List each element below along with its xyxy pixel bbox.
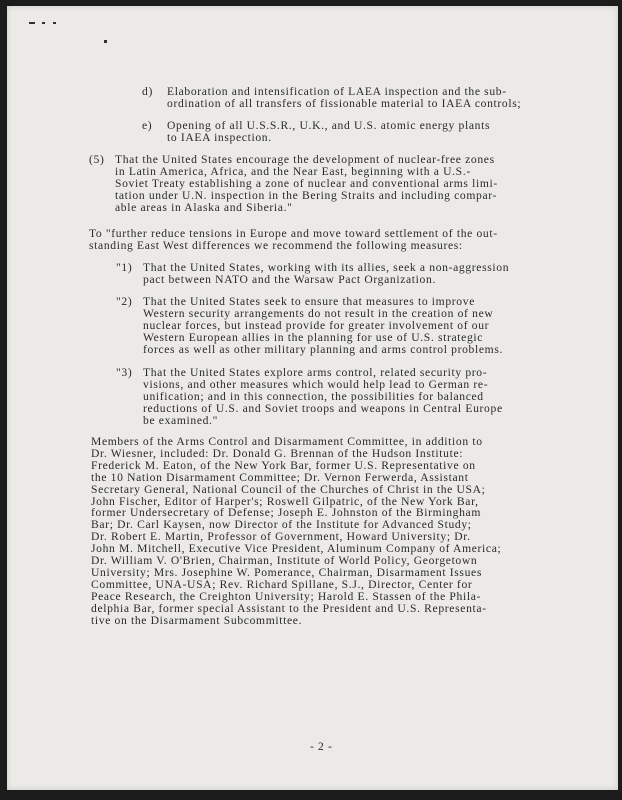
item-5-line: able areas in Alaska and Siberia.": [115, 201, 293, 214]
members-line: Dr. William V. O'Brien, Chairman, Institute of World Policy, Georgetown: [91, 554, 478, 567]
measure-3-line: reductions of U.S. and Soviet troops and weapons in Central Europe: [143, 402, 503, 415]
members-line: delphia Bar, former special Assistant to the President and U.S. Representa-: [91, 601, 487, 615]
measure-2-line: That the United States seek to ensure that measures to improve: [143, 295, 475, 308]
item-d-line: ordination of all transfers of fissionable material to IAEA controls;: [167, 97, 522, 110]
measure-1-line: pact between NATO and the Warsaw Pact Organization.: [143, 273, 436, 286]
measure-3-line: unification; and in this connection, the possibilities for balanced: [143, 390, 484, 403]
item-e-line: Opening of all U.S.S.R., U.K., and U.S. atomic energy plants: [167, 119, 491, 132]
item-d-line: Elaboration and intensification of LAEA inspection and the sub-: [167, 85, 507, 98]
intro-line: standing East West differences we recommend the following measures:: [89, 239, 463, 252]
members-line: Secretary General, National Council of the Churches of Christ in the USA;: [91, 482, 486, 496]
measure-1-label: "1): [116, 261, 133, 274]
members-line: the 10 Nation Disarmament Committee; Dr. Vernon Ferwerda, Assistant: [91, 470, 469, 484]
members-line: Committee, UNA-USA; Rev. Richard Spillane, S.J., Director, Center for: [91, 577, 473, 591]
scan-mark: [53, 22, 56, 24]
measure-2-line: forces as well as other military planning and arms control problems.: [143, 343, 504, 356]
item-5-label: (5): [89, 153, 105, 166]
members-line: Frederick M. Eaton, of the New York Bar, former U.S. Representative on: [91, 458, 476, 472]
members-line: Members of the Arms Control and Disarmament Committee, in addition to: [91, 435, 483, 448]
item-5-line: in Latin America, Africa, and the Near East, beginning with a U.S.-: [115, 165, 471, 178]
measure-2-line: Western European allies in the planning for use of U.S. strategic: [143, 331, 484, 344]
members-line: Dr. Wiesner, included: Dr. Donald G. Brennan of the Hudson Institute:: [91, 446, 464, 460]
members-line: John Fischer, Editor of Harper's; Roswell Gilpatric, of the New York Bar,: [91, 494, 479, 508]
item-5-line: Soviet Treaty establishing a zone of nuclear and conventional arms limi-: [115, 177, 498, 190]
item-e-label: e): [142, 119, 153, 132]
item-d-label: d): [142, 85, 153, 98]
page-number: - 2 -: [310, 740, 333, 753]
members-line: Dr. Robert E. Martin, Professor of Government, Howard University; Dr.: [91, 530, 471, 544]
measure-3-label: "3): [116, 366, 133, 379]
measure-2-line: nuclear forces, but instead provide for greater involvement of our: [143, 319, 490, 332]
item-5-line: That the United States encourage the development of nuclear-free zones: [115, 153, 495, 166]
members-line: Peace Research, the Creighton University; Harold E. Stassen of the Phila-: [91, 589, 482, 603]
measure-3-line: visions, and other measures which would help lead to German re-: [143, 378, 489, 391]
measure-3-line: be examined.": [143, 414, 218, 427]
members-line: former Undersecretary of Defense; Joseph E. Johnston of the Birmingham: [91, 506, 481, 520]
members-line: University; Mrs. Josephine W. Pomerance, Chairman, Disarmament Issues: [91, 565, 482, 579]
document-page: [7, 6, 618, 790]
measure-2-label: "2): [116, 295, 133, 308]
item-e-line: to IAEA inspection.: [167, 131, 272, 144]
scan-mark: [42, 22, 45, 24]
members-line: John M. Mitchell, Executive Vice President, Aluminum Company of America;: [91, 542, 502, 556]
item-5-line: tation under U.N. inspection in the Bering Straits and including compar-: [115, 189, 498, 202]
members-line: tive on the Disarmament Subcommittee.: [91, 613, 303, 627]
intro-line: To "further reduce tensions in Europe and move toward settlement of the out-: [89, 227, 498, 240]
members-line: Bar; Dr. Carl Kaysen, now Director of the Institute for Advanced Study;: [91, 518, 472, 532]
scan-mark: [29, 22, 35, 24]
measure-2-line: Western security arrangements do not result in the creation of new: [143, 307, 494, 320]
scan-mark: [104, 40, 107, 43]
measure-3-line: That the United States explore arms control, related security pro-: [143, 366, 488, 379]
measure-1-line: That the United States, working with its allies, seek a non-aggression: [143, 261, 510, 274]
